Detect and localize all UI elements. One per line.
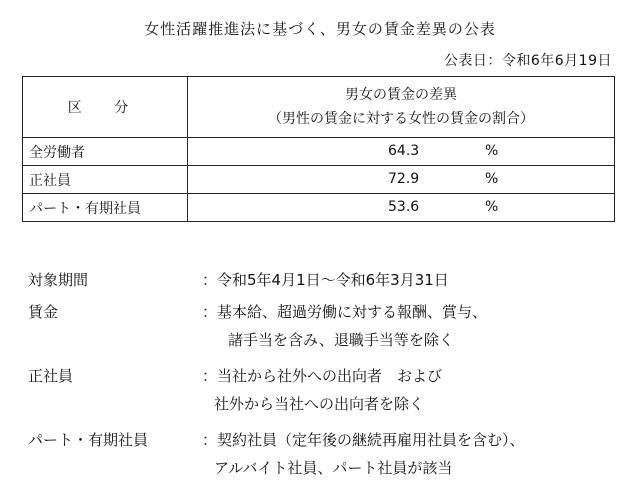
note-text: アルバイト社員、パート社員が該当 [214,459,453,477]
row-category: パート・有期社員 [23,194,188,222]
row-value-cell [188,138,615,166]
row-value-cell [188,194,615,222]
row-value: 53.6 [388,199,420,215]
row-category: 正社員 [23,166,188,194]
table-row [23,138,615,166]
note-label: 正社員 [28,367,74,385]
row-unit: % [485,171,499,187]
note-text: ：当社から社外への出向者 および [202,367,443,385]
row-value: 64.3 [388,143,420,159]
row-value-cell [188,166,615,194]
note-text: ：基本給、超過労働に対する報酬、賞与、 [202,303,488,321]
note-label: 賃金 [28,303,59,321]
page-title: 女性活躍推進法に基づく、男女の賃金差異の公表 [144,20,496,38]
wage-gap-table [22,76,615,222]
note-text: 諸手当を含み、退職手当等を除く [228,331,454,349]
header-value [188,77,615,138]
note-text: 社外から当社への出向者を除く [214,395,425,413]
header-category: 区 分 [23,77,188,138]
row-unit: % [485,143,499,159]
note-text: ：令和5年4月1日～令和6年3月31日 [202,271,449,289]
note-label: 対象期間 [28,271,89,289]
row-value: 72.9 [388,171,420,187]
note-label: パート・有期社員 [28,431,149,449]
note-text: ：契約社員（定年後の継続再雇用社員を含む）、 [202,431,525,449]
row-category: 全労働者 [23,138,188,166]
table-row [23,194,615,222]
row-unit: % [485,199,499,215]
publish-date: 公表日：令和6年6月19日 [443,53,612,69]
header-value-line2: （男性の賃金に対する女性の賃金の割合） [268,111,534,127]
table-row [23,166,615,194]
table-header-row [23,77,615,138]
header-value-line1: 男女の賃金の差異 [345,87,457,103]
